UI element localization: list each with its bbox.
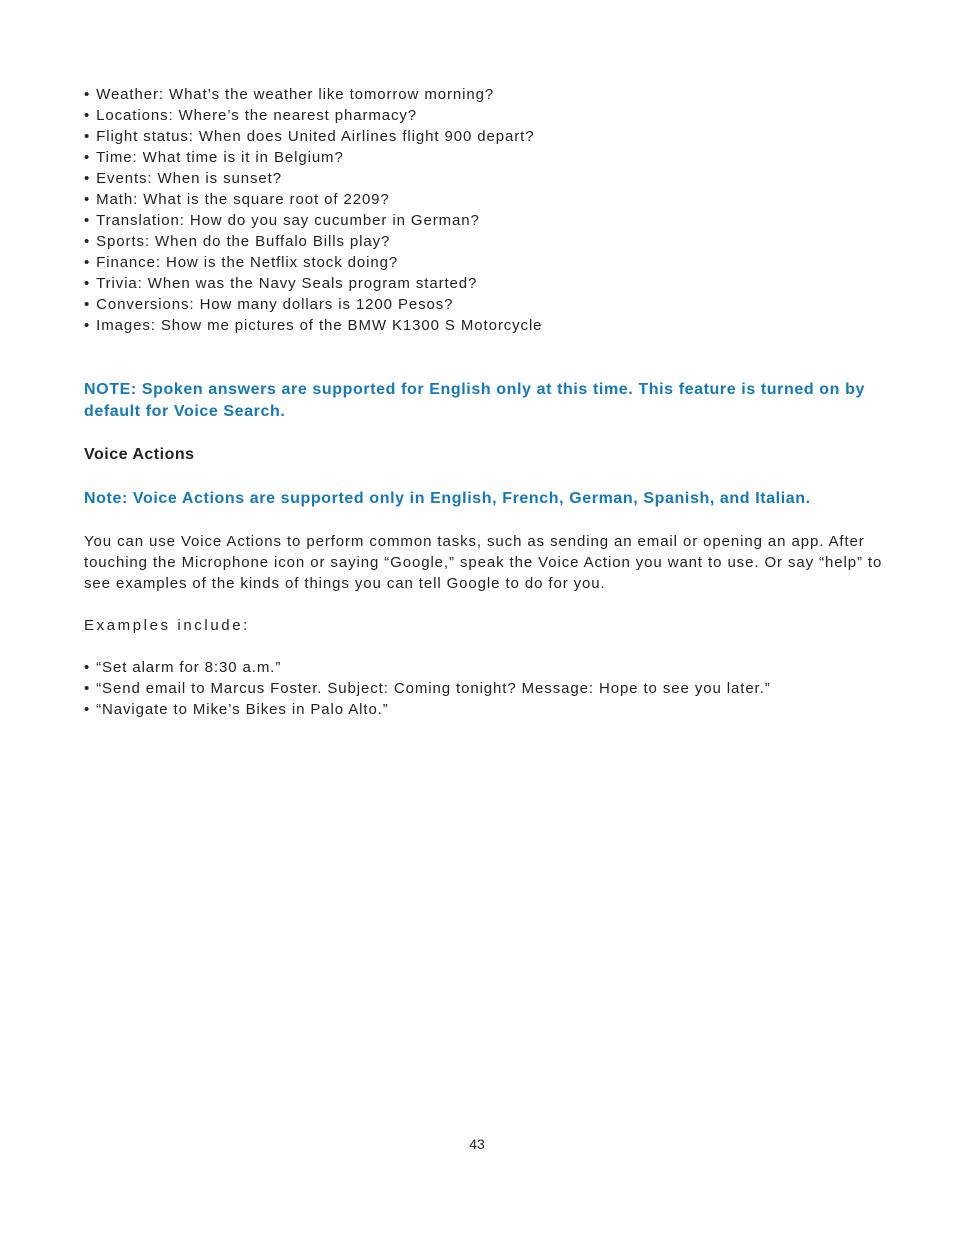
list-item: • Finance: How is the Netflix stock doing? — [84, 252, 884, 273]
document-page — [84, 84, 884, 720]
list-item: • Trivia: When was the Navy Seals program started? — [84, 273, 884, 294]
list-item: • “Navigate to Mike’s Bikes in Palo Alto.” — [84, 699, 884, 720]
list-item: • Events: When is sunset? — [84, 168, 884, 189]
list-item: • Conversions: How many dollars is 1200 Pesos? — [84, 294, 884, 315]
voice-actions-paragraph: You can use Voice Actions to perform common tasks, such as sending an email or opening an app. After touching the Microphone icon or saying “Google,” speak the Voice Action you want to use. Or say “help” to see examples of the kinds of things you can tell Google to do for you. — [84, 533, 883, 592]
voice-actions-heading: Voice Actions — [84, 446, 195, 463]
list-item: • Translation: How do you say cucumber in German? — [84, 210, 884, 231]
spoken-answers-note: NOTE: Spoken answers are supported for English only at this time. This feature is turned on by default for Voice Search. — [84, 381, 865, 420]
list-item: • Weather: What’s the weather like tomorrow morning? — [84, 84, 884, 105]
list-item: • “Send email to Marcus Foster. Subject: Coming tonight? Message: Hope to see you later.” — [84, 678, 884, 699]
list-item: • Locations: Where’s the nearest pharmacy? — [84, 105, 884, 126]
list-item: • Images: Show me pictures of the BMW K1300 S Motorcycle — [84, 315, 884, 336]
list-item: • Sports: When do the Buffalo Bills play? — [84, 231, 884, 252]
page-number: 43 — [469, 1136, 485, 1152]
list-item: • Math: What is the square root of 2209? — [84, 189, 884, 210]
voice-actions-language-note: Note: Voice Actions are supported only in English, French, German, Spanish, and Italian. — [84, 490, 811, 507]
voice-action-example-list — [84, 657, 884, 720]
voice-search-question-list — [84, 84, 884, 336]
list-item: • Time: What time is it in Belgium? — [84, 147, 884, 168]
examples-label: Examples include: — [84, 617, 250, 634]
list-item: • Flight status: When does United Airlines flight 900 depart? — [84, 126, 884, 147]
list-item: • “Set alarm for 8:30 a.m.” — [84, 657, 884, 678]
